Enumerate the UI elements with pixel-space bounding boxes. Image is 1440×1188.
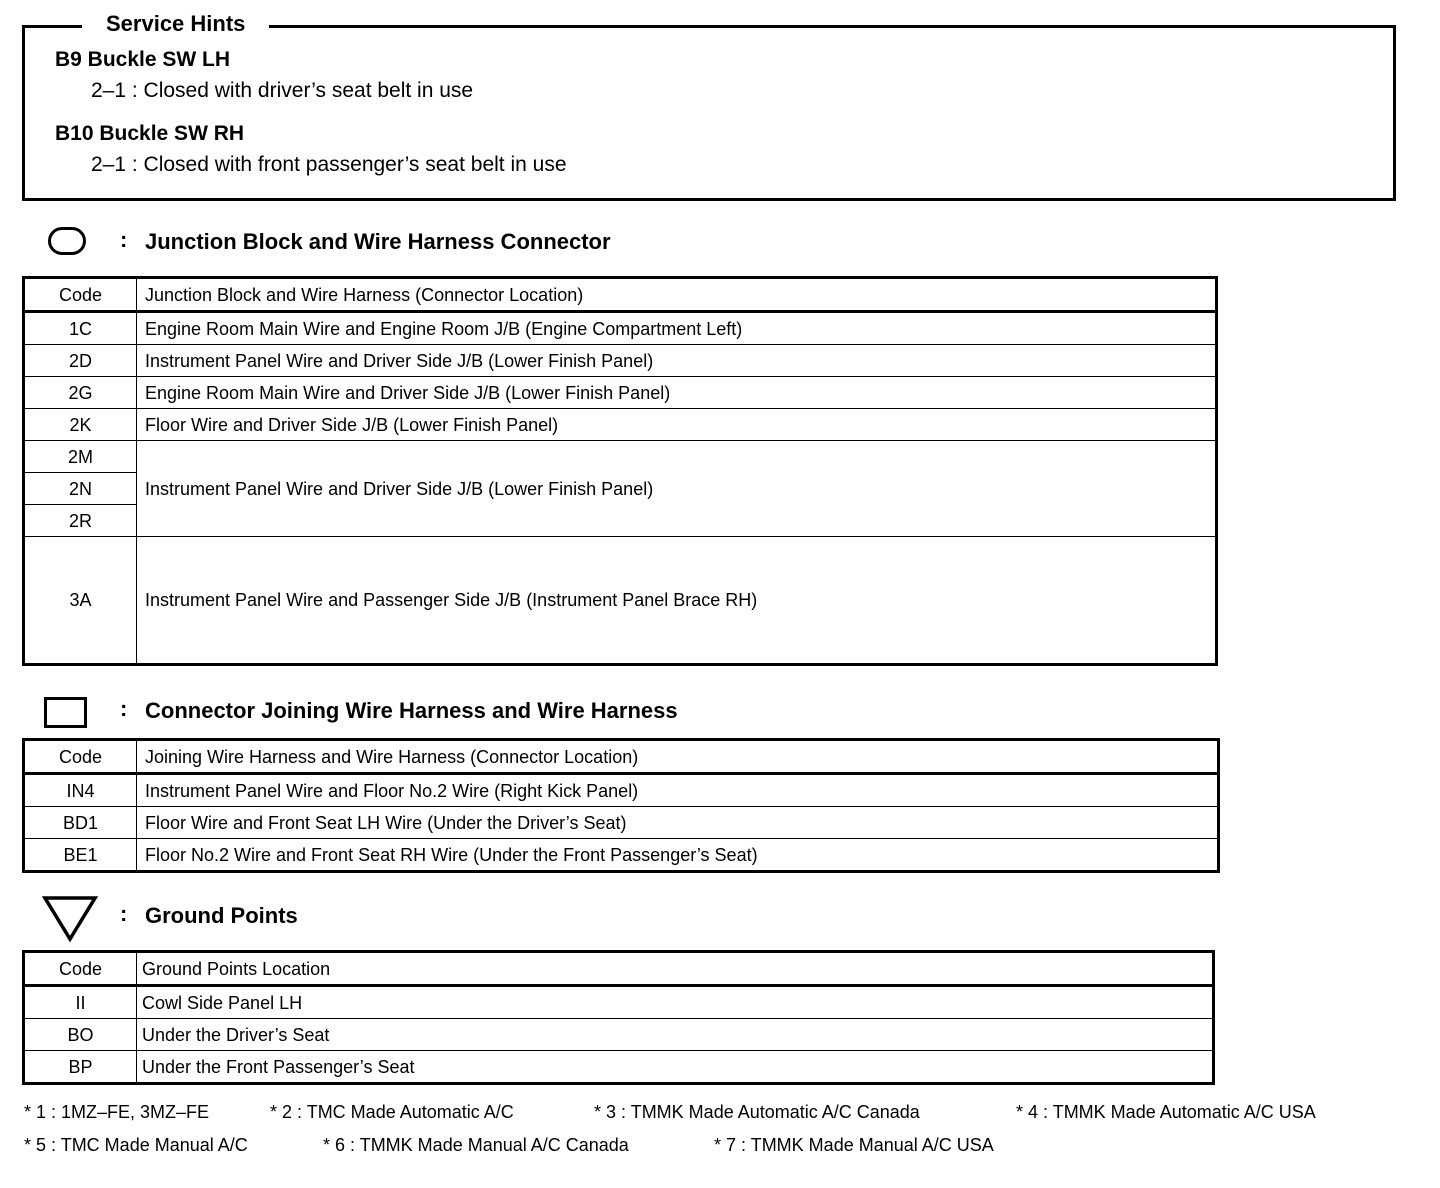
row-code: 2D <box>24 345 137 377</box>
row-location: Instrument Panel Wire and Driver Side J/B (Lower Finish Panel) <box>137 441 1217 537</box>
row-location: Engine Room Main Wire and Driver Side J/B (Lower Finish Panel) <box>137 377 1217 409</box>
ground-section-title: Ground Points <box>145 903 298 928</box>
row-code: IN4 <box>24 774 137 807</box>
row-code: 2N <box>24 473 137 505</box>
table-row <box>24 377 1217 409</box>
footnote-5: * 5 : TMC Made Manual A/C <box>24 1135 248 1155</box>
table-header-row <box>24 952 1214 986</box>
row-code: BO <box>24 1019 137 1051</box>
table-row <box>24 345 1217 377</box>
header-location: Ground Points Location <box>137 952 1214 986</box>
row-location: Instrument Panel Wire and Passenger Side J/B (Instrument Panel Brace RH) <box>137 537 1217 665</box>
row-code: BD1 <box>24 807 137 839</box>
row-code: 2G <box>24 377 137 409</box>
row-code: 1C <box>24 312 137 345</box>
ground-colon: : <box>120 901 128 926</box>
table-row <box>24 312 1217 345</box>
table-header-row <box>24 278 1217 312</box>
row-location: Engine Room Main Wire and Engine Room J/B (Engine Compartment Left) <box>137 312 1217 345</box>
row-location: Floor Wire and Front Seat LH Wire (Under the Driver’s Seat) <box>137 807 1219 839</box>
row-location: Floor Wire and Driver Side J/B (Lower Finish Panel) <box>137 409 1217 441</box>
row-location: Floor No.2 Wire and Front Seat RH Wire (Under the Front Passenger’s Seat) <box>137 839 1219 872</box>
header-location: Joining Wire Harness and Wire Harness (Connector Location) <box>137 740 1219 774</box>
row-location: Under the Driver’s Seat <box>137 1019 1214 1051</box>
header-location: Junction Block and Wire Harness (Connector Location) <box>137 278 1217 312</box>
footnote-3: * 3 : TMMK Made Automatic A/C Canada <box>594 1102 920 1122</box>
footnote-7: * 7 : TMMK Made Manual A/C USA <box>714 1135 994 1155</box>
joining-section-title: Connector Joining Wire Harness and Wire Harness <box>145 698 678 723</box>
table-row <box>24 774 1219 807</box>
junction-table <box>22 276 1218 666</box>
table-row <box>24 1019 1214 1051</box>
joining-table <box>22 738 1220 873</box>
ground-table <box>22 950 1215 1085</box>
joining-colon: : <box>120 696 128 721</box>
table-row <box>24 537 1217 665</box>
row-code: 2M <box>24 441 137 473</box>
row-location: Under the Front Passenger’s Seat <box>137 1051 1214 1084</box>
table-row <box>24 441 1217 473</box>
footnote-1: * 1 : 1MZ–FE, 3MZ–FE <box>24 1102 210 1122</box>
row-code: 3A <box>24 537 137 665</box>
header-code: Code <box>24 740 137 774</box>
row-code: BP <box>24 1051 137 1084</box>
table-row <box>24 409 1217 441</box>
row-location: Instrument Panel Wire and Driver Side J/B (Lower Finish Panel) <box>137 345 1217 377</box>
header-code: Code <box>24 278 137 312</box>
junction-section-title: Junction Block and Wire Harness Connector <box>145 229 611 254</box>
hint-b10-desc: 2–1 : Closed with front passenger’s seat belt in use <box>91 153 567 176</box>
table-row <box>24 1051 1214 1084</box>
triangle-down-icon <box>42 895 98 943</box>
junction-colon: : <box>120 227 128 252</box>
row-location: Cowl Side Panel LH <box>137 986 1214 1019</box>
footnote-4: * 4 : TMMK Made Automatic A/C USA <box>1016 1102 1316 1122</box>
hint-b10-name: B10 Buckle SW RH <box>55 122 245 145</box>
row-code: BE1 <box>24 839 137 872</box>
row-code: 2R <box>24 505 137 537</box>
rounded-rectangle-icon <box>48 227 86 255</box>
table-row <box>24 807 1219 839</box>
service-hints-title: Service Hints <box>82 10 269 38</box>
row-location: Instrument Panel Wire and Floor No.2 Wire (Right Kick Panel) <box>137 774 1219 807</box>
table-row <box>24 839 1219 872</box>
footnote-2: * 2 : TMC Made Automatic A/C <box>270 1102 514 1122</box>
table-row <box>24 986 1214 1019</box>
row-code: II <box>24 986 137 1019</box>
hint-b9-desc: 2–1 : Closed with driver’s seat belt in use <box>91 79 474 102</box>
header-code: Code <box>24 952 137 986</box>
table-header-row <box>24 740 1219 774</box>
square-icon <box>44 697 87 728</box>
hint-b9-name: B9 Buckle SW LH <box>55 48 231 71</box>
row-code: 2K <box>24 409 137 441</box>
footnote-6: * 6 : TMMK Made Manual A/C Canada <box>323 1135 629 1155</box>
